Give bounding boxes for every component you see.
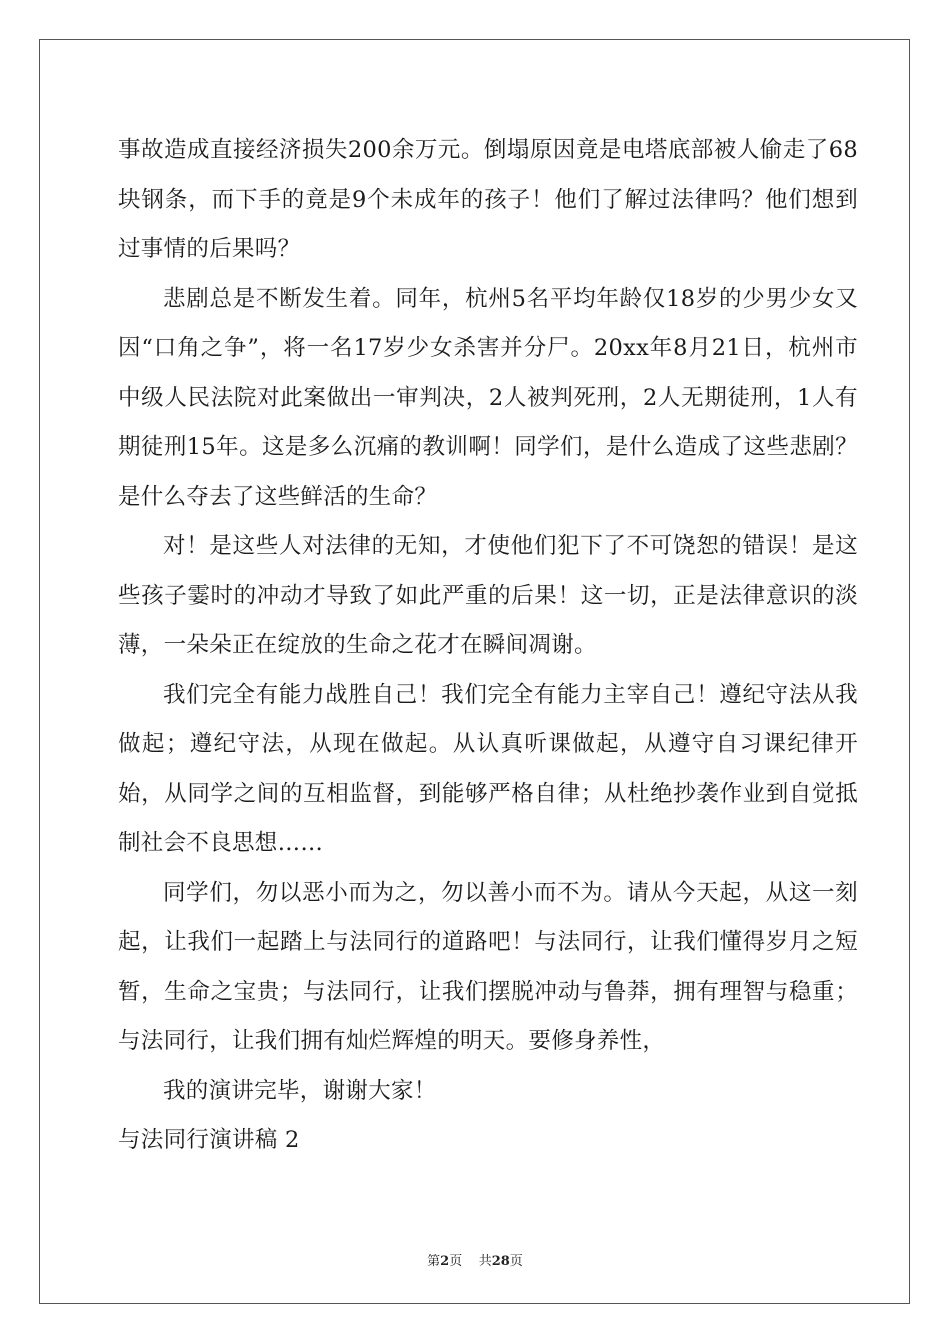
total-pages: 28 <box>491 1254 510 1269</box>
total-suffix: 页 <box>509 1254 523 1269</box>
paragraph: 悲剧总是不断发生着。同年，杭州5名平均年龄仅18岁的少男少女又因“口角之争”，将一名17岁少女杀害并分尸。20xx年8月21日，杭州市中级人民法院对此案做出一审判决，2人被判死刑，2人无期徒刑，1人有期徒刑15年。这是多么沉痛的教训啊！同学们，是什么造成了这些悲剧？是什么夺去了这些鲜活的生命？ <box>118 285 858 510</box>
page-footer <box>0 1250 950 1269</box>
paragraph: 对！是这些人对法律的无知，才使他们犯下了不可饶恕的错误！是这些孩子霎时的冲动才导致了如此严重的后果！这一切，正是法律意识的淡薄，一朵朵正在绽放的生命之花才在瞬间凋谢。 <box>118 533 858 658</box>
page-number: 2 <box>440 1254 450 1269</box>
paragraph: 我们完全有能力战胜自己！我们完全有能力主宰自己！遵纪守法从我做起；遵纪守法，从现在做起。从认真听课做起，从遵守自习课纪律开始，从同学之间的互相监督，到能够严格自律；从杜绝抄袭作业到自觉抵制社会不良思想…… <box>118 681 858 856</box>
paragraph: 事故造成直接经济损失200余万元。倒塌原因竟是电塔底部被人偷走了68块钢条，而下手的竟是9个未成年的孩子！他们了解过法律吗？他们想到过事情的后果吗？ <box>118 137 858 262</box>
total-prefix: 共 <box>478 1254 492 1269</box>
page-prefix: 第 <box>427 1254 441 1269</box>
document-body <box>118 126 858 1166</box>
section-title: 与法同行演讲稿 2 <box>118 1127 300 1153</box>
paragraph: 我的演讲完毕，谢谢大家！ <box>163 1077 437 1104</box>
paragraph: 同学们，勿以恶小而为之，勿以善小而不为。请从今天起，从这一刻起，让我们一起踏上与法同行的道路吧！与法同行，让我们懂得岁月之短暂，生命之宝贵；与法同行，让我们摆脱冲动与鲁莽，拥有理智与稳重；与法同行，让我们拥有灿烂辉煌的明天。要修身养性， <box>118 879 858 1054</box>
page-suffix: 页 <box>449 1254 463 1269</box>
